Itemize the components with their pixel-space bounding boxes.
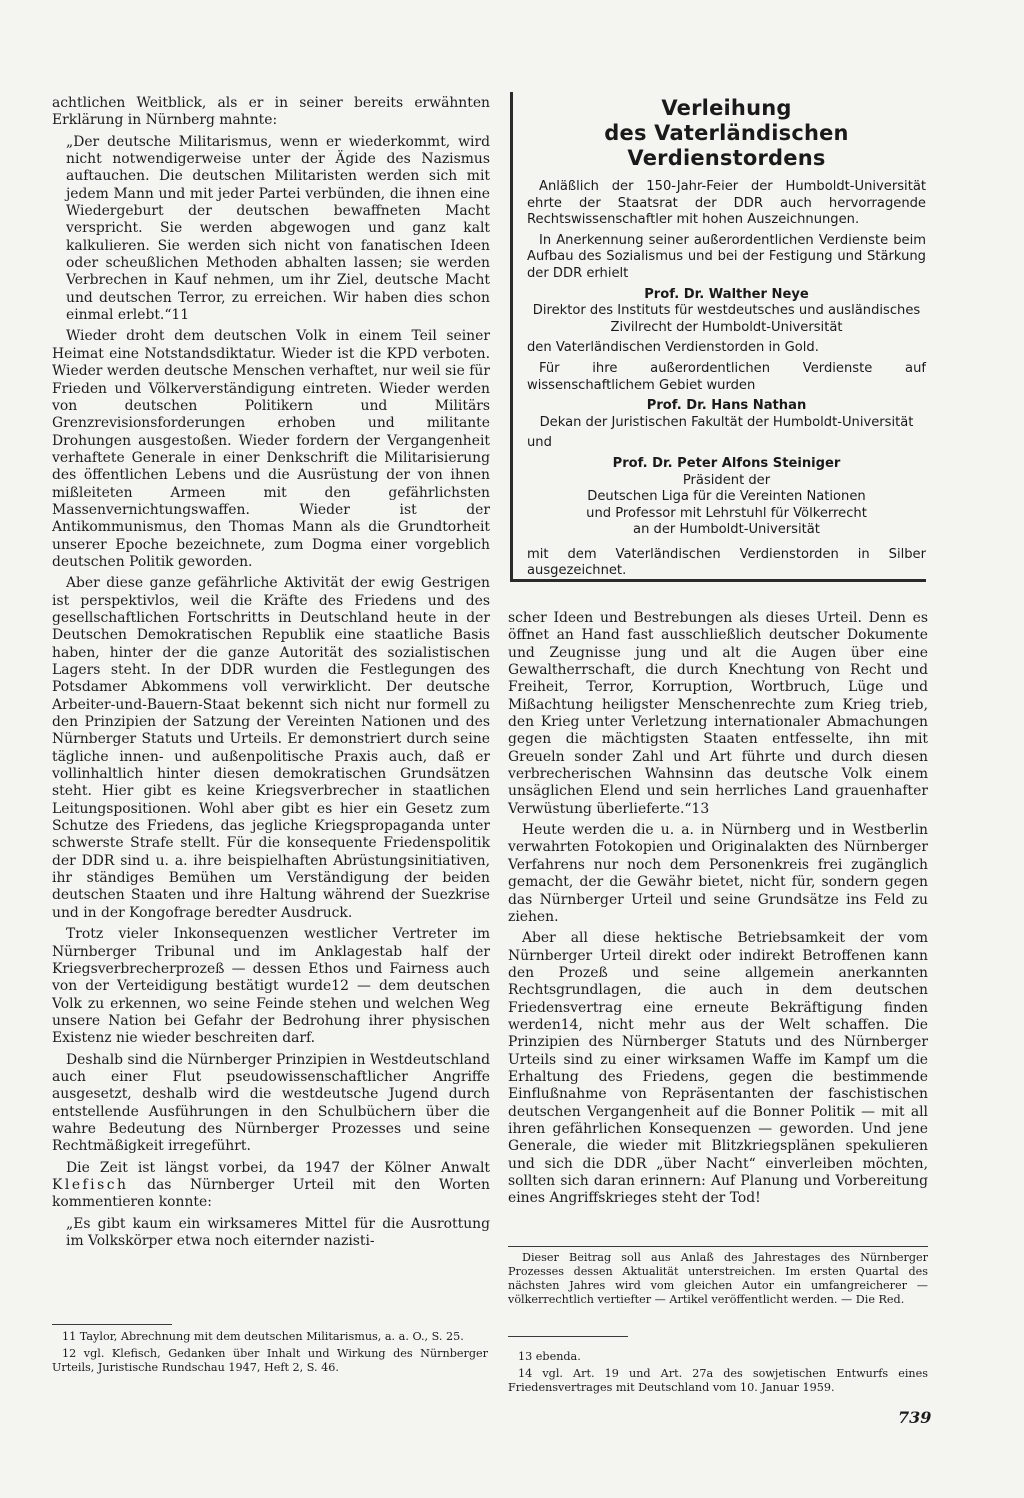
right-column: [508, 610, 928, 1212]
left-column: [52, 95, 490, 1254]
box-title-line: Verleihung: [661, 96, 792, 120]
box-intro: Anläßlich der 150-Jahr-Feier der Humboldt-Universität ehrte der Staatsrat der DDR auch hervorragende Rechtswissenschaftler mit hohen Auszeichnungen.: [527, 179, 926, 228]
awardee-role: und Professor mit Lehrstuhl für Völkerrecht: [586, 505, 867, 521]
awardee-name: Prof. Dr. Hans Nathan: [646, 398, 807, 414]
footnote: 11 Taylor, Abrechnung mit dem deutschen Militarismus, a. a. O., S. 25.: [62, 1330, 464, 1343]
paragraph-text: Die Zeit ist längst vorbei, da 1947 der Kölner Anwalt: [66, 1159, 490, 1176]
paragraph: Aber all diese hektische Betriebsamkeit der vom Nürnberger Urteil direkt oder indirekt Betroffenen kann den Prozeß und seine allgemein anerkannten Rechtsgrundlagen, die auch in dem deutschen Friedensvertrag eine erneute Bekräftigung finden werden14, nicht mehr aus der Welt schaffen. Die Prinzipien des Nürnberger Statuts und des Nürnberger Urteils sind zu einer wirksamen Waffe im Kampf um die Erhaltung des Friedens, gegen die bestimmende Einflußnahme von Repräsentanten der faschistischen deutschen Vergangenheit auf die Bonner Politik — mit all ihren gefährlichen Konsequenzen — geworden. Und jene Generale, die wieder mit Blitzkriegsplänen spekulieren und sich die DDR „über Nacht“ einverleiben möchten, sollten sich daran erinnern: Auf Planung und Vorbereitung eines Angriffskrieges steht der Tod!: [508, 930, 928, 1207]
paragraph: achtlichen Weitblick, als er in seiner bereits erwähnten Erklärung in Nürnberg mahnte:: [52, 95, 490, 129]
box-title: [527, 96, 926, 171]
paragraph-text: das Nürnberger Urteil mit den Worten kommentieren konnte:: [52, 1176, 490, 1211]
awardee-role: Deutschen Liga für die Vereinten Nationen: [587, 489, 866, 505]
paragraph: Trotz vieler Inkonsequenzen westlicher Vertreter im Nürnberger Tribunal und im Anklagestab half der Kriegsverbrecherprozeß — dessen Ethos und Fairness auch von der Verteidigung bestätigt wurde12 — dem deutschen Volk zu erkennen, wo seine Feinde stehen und welchen Weg unsere Nation bei Gefahr der Bedrohung ihrer physischen Existenz nie wieder beschreiten darf.: [52, 926, 490, 1047]
paragraph: scher Ideen und Bestrebungen als dieses Urteil. Denn es öffnet an Hand fast ausschließlich deutscher Dokumente und Zeugnisse jung und alt die Augen über eine Gewaltherrschaft, die durch Knechtung von Recht und Freiheit, Terror, Korruption, Wortbruch, Lüge und Mißachtung heiligster Menschenrechte zum Krieg trieb, den Krieg unter Verletzung internationaler Abmachungen gegen die mächtigsten Staaten entfesselte, ihn mit Greueln sonder Zahl und Art führte und durch diesen verbrecherischen Wahnsinn das deutsche Volk einem unsäglichen Elend und sein herrliches Land grauenhafter Verwüstung überlieferte.“13: [508, 610, 928, 817]
spaced-name: Klefisch: [52, 1176, 129, 1193]
box-recognition: In Anerkennung seiner außerordentlichen Verdienste beim Aufbau des Sozialismus und bei der Festigung und Stärkung der DDR erhielt: [527, 232, 926, 281]
paragraph: [52, 1160, 490, 1212]
footnotes-right: [508, 1350, 928, 1398]
editor-note: [508, 1251, 928, 1307]
award-gold: den Vaterländischen Verdienstorden in Gold.: [527, 340, 819, 356]
footnote: 13 ebenda.: [518, 1350, 581, 1363]
awardee-name: Prof. Dr. Walther Neye: [644, 286, 809, 302]
awardee-role: Präsident der: [682, 472, 771, 488]
footnote: 14 vgl. Art. 19 und Art. 27a des sowjetischen Entwurfs eines Friedensvertrages mit Deutschland vom 10. Januar 1959.: [508, 1367, 928, 1394]
quote-paragraph: „Der deutsche Militarismus, wenn er wiederkommt, wird nicht notwendigerweise unter der Ägide des Nazismus auftauchen. Die deutschen Militaristen werden sich mit jedem Mann und mit jeder Partei verbünden, die ihnen eine Wiedergeburt der deutschen bewaffneten Macht verspricht. Sie werden abgewogen und ganz kalt kalkulieren. Sie werden sich nicht von fanatischen Ideen oder scheußlichen Methoden abhalten lassen; sie werden Verbrechen in Kauf nehmen, um ihr Ziel, deutsche Macht und deutschen Terror, zu erreichen. Wir haben dies schon einmal erlebt.“11: [66, 133, 490, 324]
footnote: 12 vgl. Klefisch, Gedanken über Inhalt und Wirkung des Nürnberger Urteils, Juristische Rundschau 1947, Heft 2, S. 46.: [52, 1347, 488, 1374]
box-title-line: des Vaterländischen Verdienstordens: [604, 121, 849, 170]
awardee-role: Dekan der Juristischen Fakultät der Humboldt-Universität: [539, 414, 914, 430]
footnote-divider: [52, 1324, 172, 1325]
paragraph: Deshalb sind die Nürnberger Prinzipien in Westdeutschland auch einer Flut pseudowissenschaftlicher Angriffe ausgesetzt, deshalb wird die westdeutsche Jugend durch entstellende Ausführungen in den Schulbüchern über die wahre Bedeutung des Nürnberger Prozesses und seine Rechtmäßigkeit irregeführt.: [52, 1051, 490, 1155]
page-number: 739: [898, 1408, 932, 1427]
paragraph: Wieder droht dem deutschen Volk in einem Teil seiner Heimat eine Notstandsdiktatur. Wieder ist die KPD verboten. Wieder werden deutsche Menschen verhaftet, nur weil sie für Frieden und Völkerverständigung eintreten. Wieder werden von deutschen Politikern und Militärs Grenzrevisionsforderungen erhoben und militante Drohungen ausgestoßen. Wieder fordern der Vergangenheit verhaftete Generale in einer Denkschrift die Militarisierung des öffentlichen Lebens und die Ausrüstung der von ihnen mißleiteten Armeen mit den gefährlichsten Massenvernichtungswaffen. Wieder ist der Antikommunismus, den Thomas Mann als die Grundtorheit unserer Epoche bezeichnete, zum Dogma einer vorgeblich deutschen Politik geworden.: [52, 328, 490, 570]
awardee-role: Direktor des Instituts für westdeutsches und ausländisches Zivilrecht der Humboldt-Universität: [532, 303, 921, 335]
box-recognition-2: Für ihre außerordentlichen Verdienste auf wissenschaftlichem Gebiet wurden: [527, 360, 926, 393]
footnotes-left: [52, 1330, 488, 1378]
awardee-role: an der Humboldt-Universität: [633, 522, 820, 538]
award-announcement-box: [510, 92, 926, 582]
awardee-name: Prof. Dr. Peter Alfons Steiniger: [612, 455, 841, 471]
quote-paragraph: „Es gibt kaum ein wirksameres Mittel für die Ausrottung im Volkskörper etwa noch eiternder nazisti-: [66, 1215, 490, 1249]
paragraph: Aber diese ganze gefährliche Aktivität der ewig Gestrigen ist perspektivlos, weil die Kräfte des Friedens und des gesellschaftlichen Fortschritts in Deutschland heute in der Deutschen Demokratischen Republik eine staatliche Basis haben, hinter der die ganze Autorität des sozialistischen Lagers steht. In der DDR wurden die Festlegungen des Potsdamer Abkommens voll verwirklicht. Der deutsche Arbeiter-und-Bauern-Staat bekennt sich nicht nur formell zu den Prinzipien der Satzung der Vereinten Nationen und des Nürnberger Statuts und Urteils. Er demonstriert durch seine tägliche innen- und außenpolitische Praxis auch, daß er vollinhaltlich hinter diesen demokratischen Grundsätzen steht. Hier gibt es keine Kriegsverbrecher in staatlichen Leitungspositionen. Wohl aber gibt es hier ein Gesetz zum Schutze des Friedens, das jegliche Kriegspropaganda unter schwerste Strafe stellt. Für die konsequente Friedenspolitik der DDR sind u. a. ihre beispielhaften Abrüstungsinitiativen, ihr ständiges Bemühen um Verständigung der beiden deutschen Staaten und ihre Haltung während der Suezkrise und in der Kongofrage beredter Ausdruck.: [52, 575, 490, 921]
paragraph: Heute werden die u. a. in Nürnberg und in Westberlin verwahrten Fotokopien und Originalakten des Nürnberger Verfahrens nur noch dem Personenkreis frei zugänglich gemacht, der die Gewähr bietet, nicht für, sondern gegen das Nürnberger Urteil und seine Grundsätze ins Feld zu ziehen.: [508, 822, 928, 925]
footnote-divider: [508, 1336, 628, 1337]
conjunction: und: [527, 435, 552, 451]
award-silver: mit dem Vaterländischen Verdienstorden in Silber ausgezeichnet.: [527, 546, 926, 579]
divider: [508, 1246, 928, 1247]
editor-note-text: Dieser Beitrag soll aus Anlaß des Jahrestages des Nürnberger Prozesses dessen Aktualität unterstreichen. Im ersten Quartal des nächsten Jahres wird vom gleichen Autor ein umfangreicherer — völkerrechtlich vertiefter — Artikel veröffentlicht werden. — Die Red.: [508, 1251, 928, 1306]
